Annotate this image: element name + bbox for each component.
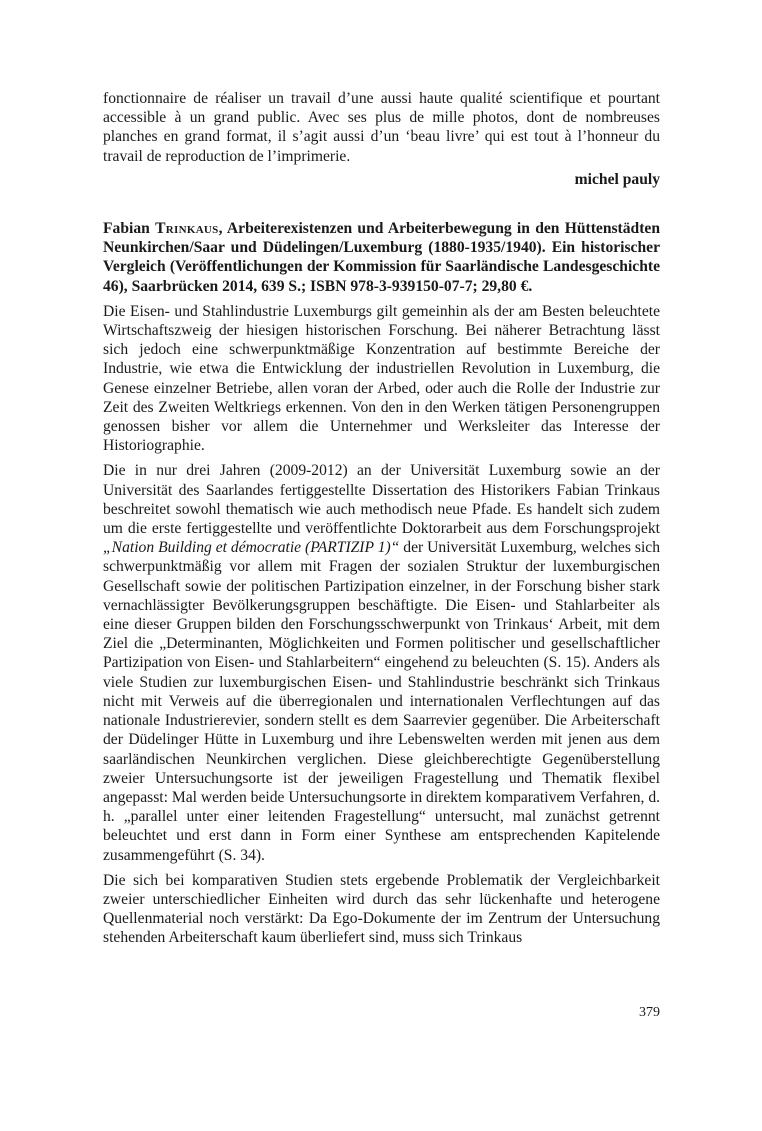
body-paragraph-3: Die sich bei komparativen Studien stets ergebende Problematik der Vergleichbarkeit zweier unterschiedlicher Einheiten wird durch das sehr lückenhafte und heterogene Quellenmaterial noch verstärkt: Da Ego-Dokumente der im Zentrum der Untersuchung stehenden Arbeiterschaft kaum überliefert sind, muss sich Trinkaus	[103, 871, 660, 947]
intro-paragraph: fonctionnaire de réaliser un travail d’une aussi haute qualité scientifique et pourtant accessible à un grand public. Avec ses plus de mille photos, dont de nombreuses planches en grand format, il s’agit aussi d’un ‘beau livre’ qui est tout à l’honneur du travail de reproduction de l’imprimerie.	[103, 90, 660, 165]
paragraph-2-text-b: der Universität Luxemburg, welches sich schwerpunktmäßig vor allem mit Fragen der sozialen Struktur der luxemburgischen Gesellschaft sowie der politischen Partizipation einzelner, in der Forschung bisher stark vernachlässigter Bevölkerungsgruppen beschäftigte. Die Eisen- und Stahlarbeiter als eine dieser Gruppen bilden den Forschungsschwerpunkt von Trinkaus‘ Arbeit, mit dem Ziel die „Determinanten, Möglichkeiten und Formen politischer und gesellschaftlicher Partizipation von Eisen- und Stahlarbeitern“ eingehend zu beleuchten (S. 15). Anders als viele Studien zur luxemburgischen Eisen- und Stahlindustrie beschränkt sich Trinkaus nicht mit Verweis auf die überregionalen und internationalen Verflechtungen auf das nationale Industrierevier, sondern stellt es dem Saarrevier gegenüber. Die Arbeiterschaft der Düdelinger Hütte in Luxemburg und ihre Lebenswelten werden mit jenen aus dem saarländischen Neunkirchen verglichen. Diese gleichberechtigte Gegenüberstellung zweier Untersuchungsorte ist der jeweiligen Fragestellung und Thematik flexibel angepasst: Mal werden beide Untersuchungsorte in direktem komparativem Verfahren, d. h. „parallel unter einer leitenden Fragestellung“ untersucht, mal zunächst getrennt beleuchtet und erst dann in Form einer Synthese am entsprechenden Kapitelende zusammengeführt (S. 34).	[103, 539, 661, 864]
reviewer-signature: michel pauly	[574, 170, 660, 188]
author-last-name: Trinkaus	[155, 220, 219, 238]
review-bibliographic-header	[103, 219, 660, 296]
body-paragraph-2	[103, 461, 660, 864]
body-paragraph-1: Die Eisen- und Stahlindustrie Luxemburgs gilt gemeinhin als der am Besten beleuchtete Wirtschaftszweig der hiesigen historischen Forschung. Bei näherer Betrachtung lässt sich jedoch eine schwerpunktmäßige Konzentration auf bestimmte Bereiche der Industrie, wie etwa die Entwicklung der industriellen Revolution in Luxemburg, die Genese einzelner Betriebe, allen voran der Arbed, oder auch die Rolle der Industrie zur Zeit des Zweiten Weltkriegs erkennen. Von den in den Werken tätigen Personengruppen genossen bisher vor allem die Unternehmer und Werksleiter das Interesse der Historiographie.	[103, 302, 660, 455]
project-title-italic: „Nation Building et démocratie (PARTIZIP 1)“	[103, 539, 400, 557]
author-first-name: Fabian	[103, 220, 156, 238]
book-page-content	[103, 89, 660, 948]
paragraph-2-text-a: Die in nur drei Jahren (2009-2012) an der Universität Luxemburg sowie an der Universität des Saarlandes fertiggestellte Dissertation des Historikers Fabian Trinkaus beschreitet sowohl thematisch wie auch methodisch neue Pfade. Es handelt sich zudem um die erste fertiggestellte und veröffentlichte Doktorarbeit aus dem Forschungsprojekt	[103, 462, 660, 538]
page-number: 379	[639, 1005, 660, 1020]
bibliographic-details: , Arbeiterexistenzen und Arbeiterbewegung in den Hüttenstädten Neunkirchen/Saar und Düdelingen/Luxemburg (1880-1935/1940). Ein historischer Vergleich (Veröffentlichungen der Kommission für Saarländische Landesgeschichte 46), Saarbrücken 2014, 639 S.; ISBN 978-3-939150-07-7; 29,80 €.	[103, 220, 661, 295]
